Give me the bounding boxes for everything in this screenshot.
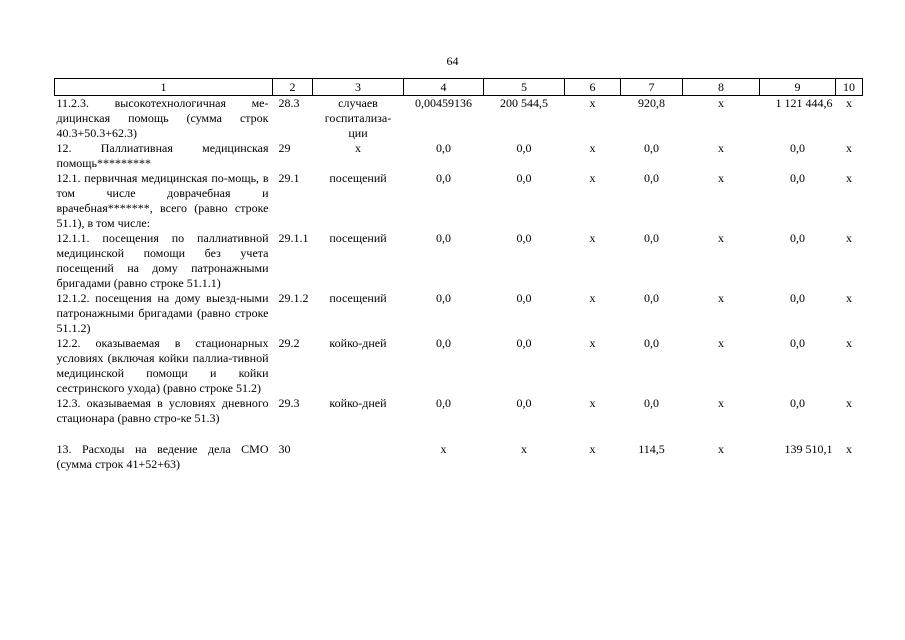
cell-col9: 139 510,1 <box>784 442 833 456</box>
cell-col9: 0,0 <box>790 291 805 305</box>
cell-col5: 0,0 <box>516 231 532 245</box>
row-unit <box>313 442 404 472</box>
row-unit: случаев госпитализа-ции <box>324 96 392 140</box>
cell-col10: х <box>846 96 852 110</box>
cell-col9: 0,0 <box>790 141 805 155</box>
row-unit: койко-дней <box>329 336 387 350</box>
row-name: 13. Расходы на ведение дела СМО (сумма строк 41+52+63) <box>56 442 269 471</box>
header-row <box>55 79 863 96</box>
row-code: 29.1.2 <box>278 291 309 305</box>
cell-col5: 0,0 <box>516 141 532 155</box>
cell-col7: 0,0 <box>644 291 659 305</box>
spacer-cell <box>55 426 863 442</box>
cell-col4: 0,0 <box>436 396 451 410</box>
cell-col4: 0,0 <box>436 141 451 155</box>
page-number: 64 <box>446 54 459 68</box>
cell-col6: х <box>589 396 596 410</box>
column-header: 8 <box>683 79 760 96</box>
cell-col9: 0,0 <box>790 171 805 185</box>
row-code: 29.3 <box>278 396 300 410</box>
row-name: 12.3. оказываемая в условиях дневного стационара (равно стро-ке 51.3) <box>56 396 269 425</box>
cell-col6: х <box>589 336 596 350</box>
table-row <box>55 231 863 291</box>
cell-col8: х <box>718 336 724 350</box>
table-row <box>55 336 863 396</box>
column-header: 2 <box>273 79 313 96</box>
column-header: 9 <box>760 79 836 96</box>
cell-col7: 0,0 <box>644 141 659 155</box>
table-row <box>55 96 863 142</box>
row-code: 30 <box>278 442 291 456</box>
cell-col7: 0,0 <box>644 171 659 185</box>
cell-col9: 0,0 <box>790 396 805 410</box>
cell-col5: х <box>521 442 527 456</box>
cell-col4: 0,0 <box>436 231 451 245</box>
cell-col10: х <box>846 396 852 410</box>
table-row <box>55 141 863 171</box>
cell-col4: 0,0 <box>436 171 451 185</box>
cell-col7: 114,5 <box>638 442 665 456</box>
row-unit: койко-дней <box>329 396 387 410</box>
cell-col6: х <box>589 141 596 155</box>
column-header: 3 <box>313 79 404 96</box>
column-header: 7 <box>621 79 683 96</box>
table-row <box>55 171 863 231</box>
cell-col5: 0,0 <box>516 396 532 410</box>
cell-col4: х <box>440 442 447 456</box>
cell-col5: 0,0 <box>516 171 532 185</box>
row-name: 12.1. первичная медицинская по-мощь, в том числе доврачебная и врачебная*******, всего (равно строке 51.1), в том числе: <box>56 171 269 230</box>
column-header: 10 <box>836 79 863 96</box>
spacer-row <box>55 426 863 442</box>
row-name: 12. Паллиативная медицинская помощь********* <box>56 141 269 170</box>
row-code: 29.2 <box>278 336 300 350</box>
cell-col7: 0,0 <box>644 396 659 410</box>
cell-col10: х <box>846 141 852 155</box>
row-unit: х <box>355 141 361 155</box>
cell-col7: 920,8 <box>638 96 665 110</box>
row-unit: посещений <box>329 171 387 185</box>
cell-col6: х <box>589 231 596 245</box>
table-row <box>55 442 863 472</box>
cell-col6: х <box>589 291 596 305</box>
row-code: 29.1.1 <box>278 231 309 245</box>
cell-col8: х <box>718 141 724 155</box>
cell-col7: 0,0 <box>644 336 659 350</box>
row-name: 11.2.3. высокотехнологичная ме-дицинская помощь (сумма строк 40.3+50.3+62.3) <box>56 96 269 140</box>
column-header: 1 <box>55 79 273 96</box>
column-header: 5 <box>484 79 565 96</box>
row-code: 29 <box>278 141 291 155</box>
row-name: 12.1.2. посещения на дому выезд-ными патронажными бригадами (равно строке 51.1.2) <box>56 291 269 335</box>
cell-col9: 0,0 <box>790 231 805 245</box>
cell-col4: 0,0 <box>436 336 451 350</box>
cell-col10: х <box>846 291 852 305</box>
table-row <box>55 396 863 426</box>
cell-col10: х <box>846 442 852 456</box>
cell-col10: х <box>846 336 852 350</box>
cell-col6: х <box>589 442 596 456</box>
column-header: 6 <box>565 79 621 96</box>
data-table <box>54 78 863 472</box>
row-name: 12.2. оказываемая в стационарных условиях (включая койки паллиа-тивной медицинской помощи и койки сестринского ухода) (равно строке 51.2) <box>56 336 269 395</box>
cell-col5: 200 544,5 <box>500 96 548 110</box>
cell-col8: х <box>718 442 724 456</box>
row-name: 12.1.1. посещения по паллиативной медицинской помощи без учета посещений на дому патронажными бригадами (равно строке 51.1.1) <box>56 231 269 290</box>
row-unit: посещений <box>329 231 387 245</box>
cell-col5: 0,0 <box>516 291 532 305</box>
row-code: 28.3 <box>278 96 300 110</box>
cell-col10: х <box>846 231 852 245</box>
cell-col8: х <box>718 231 724 245</box>
row-code: 29.1 <box>278 171 300 185</box>
cell-col6: х <box>589 171 596 185</box>
cell-col9: 1 121 444,6 <box>775 96 833 110</box>
cell-col8: х <box>718 291 724 305</box>
row-unit: посещений <box>329 291 387 305</box>
cell-col9: 0,0 <box>790 336 805 350</box>
cell-col8: х <box>718 171 724 185</box>
cell-col5: 0,0 <box>516 336 532 350</box>
cell-col8: х <box>718 96 724 110</box>
cell-col10: х <box>846 171 852 185</box>
cell-col4: 0,00459136 <box>415 96 472 110</box>
cell-col4: 0,0 <box>436 291 451 305</box>
cell-col6: х <box>589 96 596 110</box>
cell-col8: х <box>718 396 724 410</box>
cell-col7: 0,0 <box>644 231 659 245</box>
table-row <box>55 291 863 336</box>
column-header: 4 <box>404 79 484 96</box>
